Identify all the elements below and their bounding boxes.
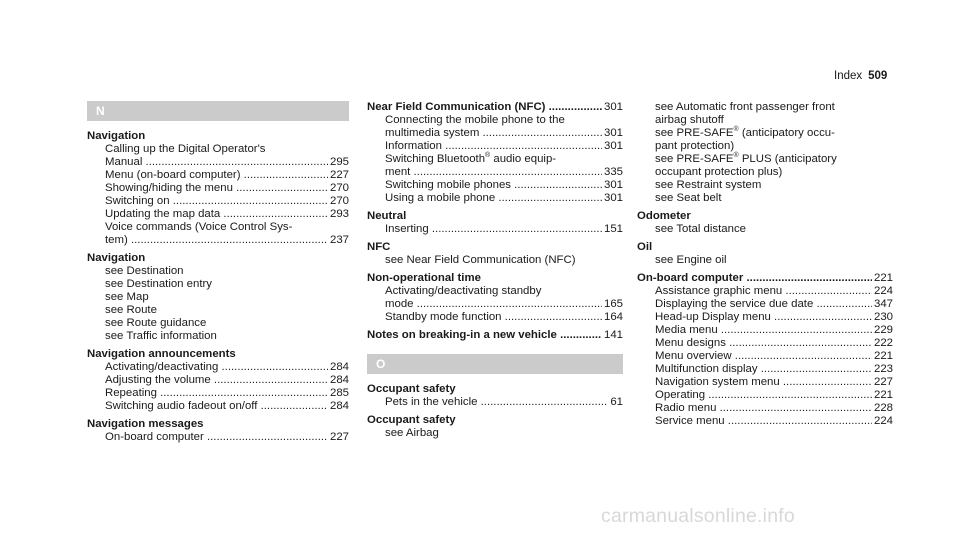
page-ref[interactable]: 164 — [603, 311, 623, 323]
page-ref[interactable]: 224 — [873, 415, 893, 427]
index-entry-non-operational-time — [367, 272, 623, 324]
index-entry-occupant-safety — [367, 383, 623, 409]
see-reference[interactable]: see PRE-SAFE® (anticipatory occu- — [655, 126, 835, 139]
index-subentry[interactable]: On-board computer ..... 227 — [87, 431, 349, 444]
page-ref[interactable]: 230 — [873, 311, 893, 323]
see-reference[interactable]: see Restraint system — [655, 179, 762, 191]
index-term: Navigation — [87, 252, 146, 264]
index-subentry[interactable]: Repeating ..... 285 — [87, 387, 349, 400]
page-ref[interactable]: 284 — [329, 400, 349, 412]
page-ref[interactable]: 61 — [610, 396, 623, 408]
see-reference[interactable]: see Traffic information — [105, 330, 217, 342]
page-header — [834, 70, 887, 82]
index-term: Navigation announcements — [87, 348, 236, 360]
index-subentry[interactable]: Standby mode function ..... 164 — [367, 311, 623, 324]
index-subentry[interactable]: Menu (on-board computer) ..... 227 — [87, 169, 349, 182]
index-term-row[interactable]: Near Field Communication (NFC) ..... 301 — [367, 101, 623, 114]
see-reference-cont[interactable]: occupant protection plus) — [655, 166, 783, 178]
see-reference[interactable]: see Destination — [105, 265, 184, 277]
index-subentry[interactable]: Manual ..... 295 — [87, 156, 349, 169]
page-ref[interactable]: 301 — [603, 101, 623, 113]
index-column-1 — [87, 101, 349, 449]
index-subentry-text: Connecting the mobile phone to the — [385, 114, 565, 126]
index-subentry[interactable]: Menu designs ..... 222 — [637, 337, 893, 350]
see-reference[interactable]: see Airbag — [385, 427, 439, 439]
see-reference-cont[interactable]: airbag shutoff — [655, 114, 724, 126]
see-reference[interactable]: see PRE-SAFE® PLUS (anticipatory — [655, 152, 837, 165]
index-term: Navigation — [87, 130, 146, 142]
index-entry-oil — [637, 241, 893, 267]
page-ref[interactable]: 301 — [603, 192, 623, 204]
page-ref[interactable]: 293 — [329, 208, 349, 220]
page-number: 509 — [868, 70, 888, 82]
index-subentry[interactable]: Assistance graphic menu ..... 224 — [637, 285, 893, 298]
page-ref[interactable]: 270 — [329, 195, 349, 207]
see-reference[interactable]: see Near Field Communication (NFC) — [385, 254, 576, 266]
index-subentry[interactable]: Updating the map data ..... 293 — [87, 208, 349, 221]
page-ref[interactable]: 301 — [603, 140, 623, 152]
see-reference[interactable]: see Engine oil — [655, 254, 727, 266]
page-ref[interactable]: 141 — [603, 329, 623, 341]
see-reference-cont[interactable]: pant protection) — [655, 140, 735, 152]
page-ref[interactable]: 229 — [873, 324, 893, 336]
index-subentry[interactable]: Switching audio fadeout on/off ..... 284 — [87, 400, 349, 413]
index-term: Non-operational time — [367, 272, 481, 284]
index-subentry[interactable]: mode ..... 165 — [367, 298, 623, 311]
index-subentry[interactable]: ment ..... 335 — [367, 166, 623, 179]
page-ref[interactable]: 227 — [873, 376, 893, 388]
index-column-3 — [637, 101, 893, 433]
page-ref[interactable]: 270 — [329, 182, 349, 194]
index-subentry-text: Voice commands (Voice Control Sys- — [105, 221, 293, 233]
index-term: Oil — [637, 241, 653, 253]
index-subentry[interactable]: Inserting ..... 151 — [367, 223, 623, 236]
page-ref[interactable]: 221 — [873, 350, 893, 362]
index-label: Index — [834, 70, 863, 82]
index-term: Navigation messages — [87, 418, 204, 430]
page-ref[interactable]: 301 — [603, 179, 623, 191]
index-term-row[interactable]: On-board computer ..... 221 — [637, 272, 893, 285]
letter-heading-n: N — [87, 101, 349, 121]
index-term: NFC — [367, 241, 391, 253]
index-subentry[interactable]: Information ..... 301 — [367, 140, 623, 153]
index-subentry[interactable]: Menu overview ..... 221 — [637, 350, 893, 363]
index-entry-occupant-safety-see — [367, 414, 623, 440]
page-ref[interactable]: 223 — [873, 363, 893, 375]
index-term: Odometer — [637, 210, 691, 222]
index-subentry-text: Calling up the Digital Operator's — [105, 143, 266, 155]
index-term-row[interactable]: Notes on breaking-in a new vehicle ..... 141 — [367, 329, 623, 342]
page-ref[interactable]: 237 — [329, 234, 349, 246]
index-subentry[interactable]: Radio menu ..... 228 — [637, 402, 893, 415]
see-reference[interactable]: see Seat belt — [655, 192, 722, 204]
page-ref[interactable]: 335 — [603, 166, 623, 178]
index-subentry-text: Switching Bluetooth® audio equip- — [385, 152, 557, 165]
index-entry-nfc — [367, 241, 623, 267]
index-subentry[interactable]: Switching mobile phones ..... 301 — [367, 179, 623, 192]
index-subentry[interactable]: Multifunction display ..... 223 — [637, 363, 893, 376]
index-subentry[interactable]: Displaying the service due date ..... 347 — [637, 298, 893, 311]
page-ref[interactable]: 165 — [603, 298, 623, 310]
page-ref[interactable]: 224 — [873, 285, 893, 297]
see-reference[interactable]: see Map — [105, 291, 149, 303]
index-subentry[interactable]: Showing/hiding the menu ..... 270 — [87, 182, 349, 195]
page-ref[interactable]: 347 — [873, 298, 893, 310]
index-entry-odometer — [637, 210, 893, 236]
letter-heading-o: O — [367, 354, 623, 374]
index-subentry[interactable]: multimedia system ..... 301 — [367, 127, 623, 140]
page-ref[interactable]: 228 — [873, 402, 893, 414]
page-ref[interactable]: 284 — [329, 361, 349, 373]
see-reference[interactable]: see Total distance — [655, 223, 746, 235]
page-ref[interactable]: 301 — [603, 127, 623, 139]
index-entry-on-board-computer — [637, 272, 893, 428]
index-subentry-text: Activating/deactivating standby — [385, 285, 542, 297]
index-entry-breaking-in — [367, 329, 623, 342]
index-column-2 — [367, 101, 623, 445]
index-subentry[interactable]: tem) ..... 237 — [87, 234, 349, 247]
see-reference[interactable]: see Destination entry — [105, 278, 213, 290]
see-reference[interactable]: see Automatic front passenger front — [655, 101, 835, 113]
index-subentry[interactable]: Pets in the vehicle ..... 61 — [367, 396, 623, 409]
page-ref[interactable]: 151 — [603, 223, 623, 235]
page-ref[interactable]: 222 — [873, 337, 893, 349]
index-subentry[interactable]: Adjusting the volume ..... 284 — [87, 374, 349, 387]
watermark-text: carmanualsonline.info — [601, 505, 795, 527]
index-subentry[interactable]: Using a mobile phone ..... 301 — [367, 192, 623, 205]
index-subentry[interactable]: Activating/deactivating ..... 284 — [87, 361, 349, 374]
page-ref[interactable]: 221 — [873, 389, 893, 401]
page-ref[interactable]: 227 — [329, 169, 349, 181]
page-ref[interactable]: 295 — [329, 156, 349, 168]
index-entry-navigation-announcements — [87, 348, 349, 413]
index-subentry[interactable]: Switching on ..... 270 — [87, 195, 349, 208]
index-entry-neutral — [367, 210, 623, 236]
page-ref[interactable]: 285 — [329, 387, 349, 399]
index-entry-navigation-see — [87, 252, 349, 343]
index-subentry[interactable]: Media menu ..... 229 — [637, 324, 893, 337]
see-reference[interactable]: see Route — [105, 304, 157, 316]
index-subentry[interactable]: Operating ..... 221 — [637, 389, 893, 402]
index-entry-nfc-full — [367, 101, 623, 205]
page-ref[interactable]: 227 — [329, 431, 349, 443]
index-entry-occupant-safety-cont — [637, 101, 893, 205]
index-term: Neutral — [367, 210, 407, 222]
index-term: Occupant safety — [367, 414, 456, 426]
index-entry-navigation — [87, 130, 349, 247]
index-term: Occupant safety — [367, 383, 456, 395]
index-subentry[interactable]: Service menu ..... 224 — [637, 415, 893, 428]
page-ref[interactable]: 284 — [329, 374, 349, 386]
index-entry-navigation-messages — [87, 418, 349, 444]
index-subentry[interactable]: Head-up Display menu ..... 230 — [637, 311, 893, 324]
see-reference[interactable]: see Route guidance — [105, 317, 207, 329]
page-ref[interactable]: 221 — [873, 272, 893, 284]
index-subentry[interactable]: Navigation system menu ..... 227 — [637, 376, 893, 389]
